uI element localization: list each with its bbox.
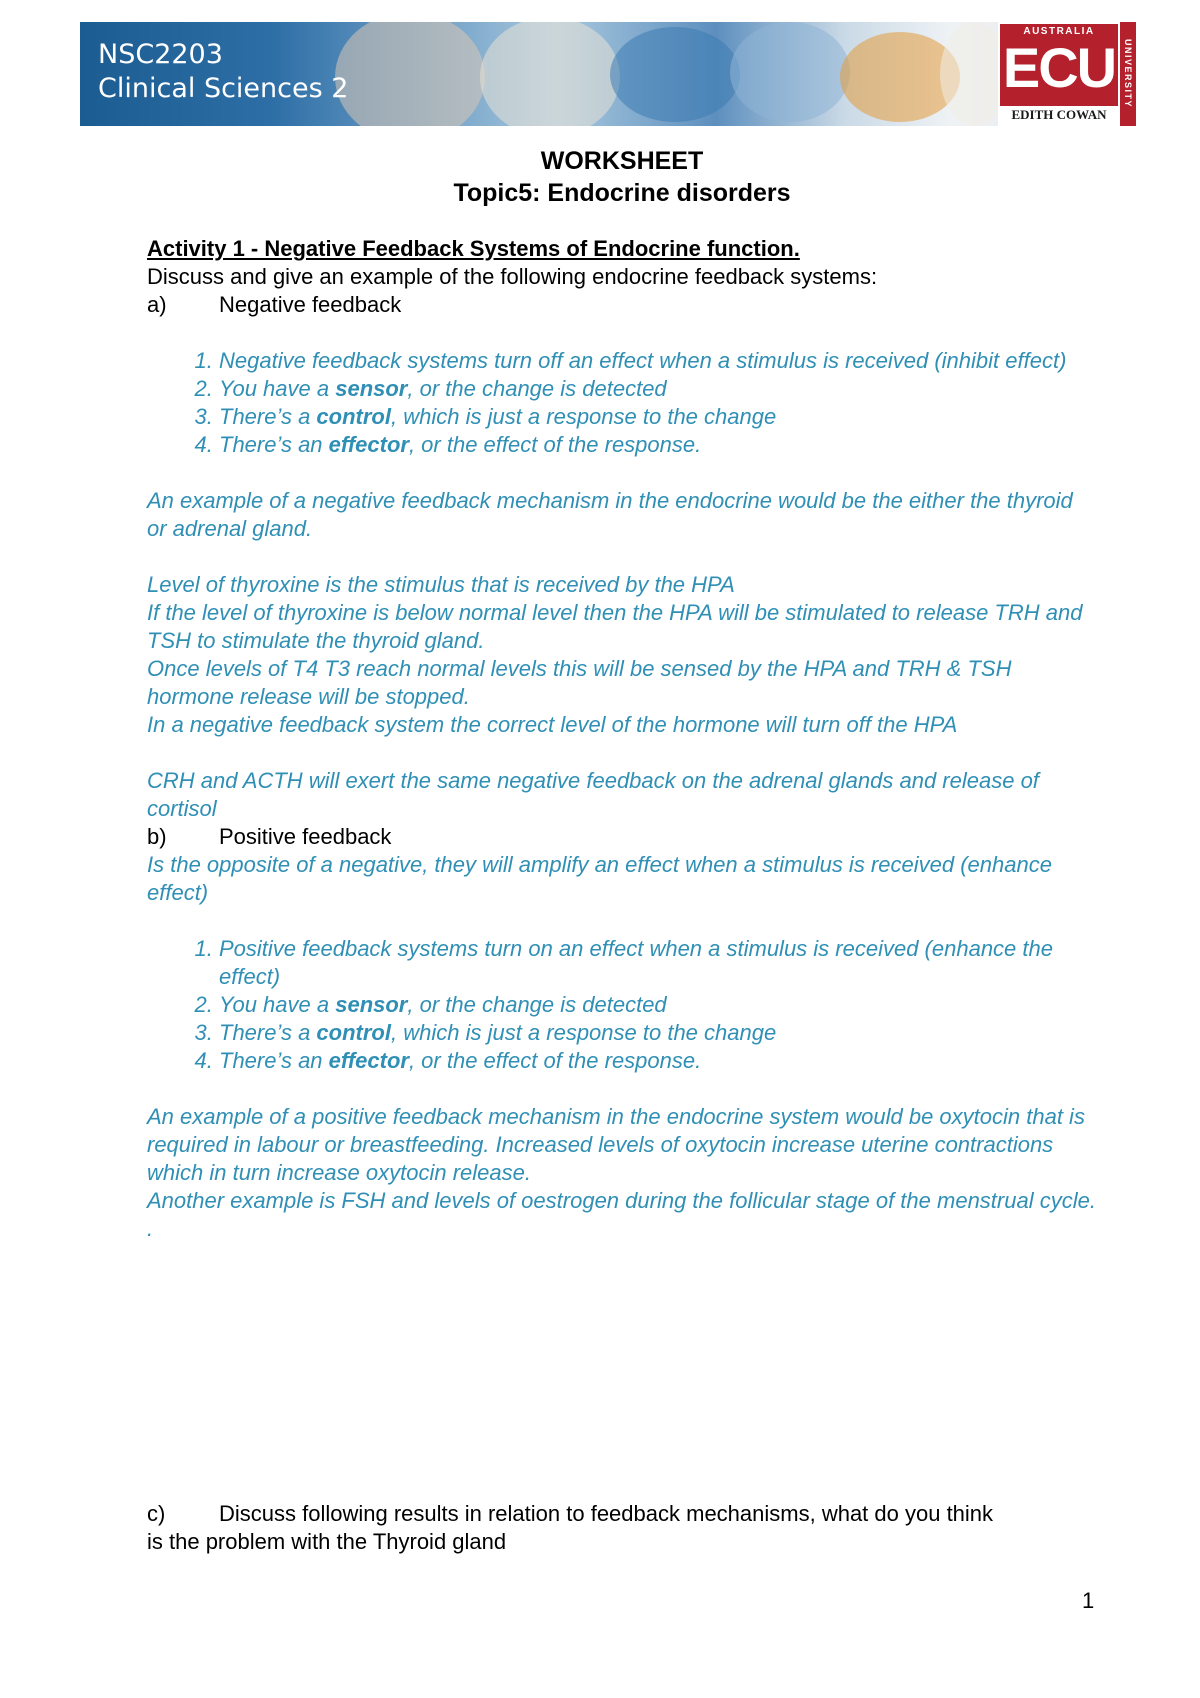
logo-edith-cowan-text: EDITH COWAN bbox=[1000, 106, 1118, 124]
course-banner bbox=[80, 22, 1140, 126]
part-c-label: c) bbox=[147, 1501, 166, 1526]
part-a-question bbox=[147, 291, 1097, 319]
list-item: 4. There’s an effector, or the effect of the response. bbox=[219, 431, 1097, 459]
logo-ecu-text: ECU bbox=[1002, 36, 1116, 99]
answer-paragraph: Once levels of T4 T3 reach normal levels this will be sensed by the HPA and TRH & TSH hormone release will be stopped. bbox=[147, 656, 1012, 709]
list-item: 2. You have a sensor, or the change is detected bbox=[219, 375, 1097, 403]
course-name: Clinical Sciences 2 bbox=[98, 73, 349, 104]
nurse-photo bbox=[335, 22, 485, 126]
part-b-text: Positive feedback bbox=[219, 824, 392, 849]
activity-instruction: Discuss and give an example of the following endocrine feedback systems: bbox=[147, 264, 878, 289]
part-a-text: Negative feedback bbox=[219, 292, 402, 317]
logo-university-text: UNIVERSITY bbox=[1120, 22, 1136, 126]
part-c-section bbox=[147, 1500, 1097, 1556]
list-item: 3. There’s a control, which is just a response to the change bbox=[219, 403, 1097, 431]
answer-paragraph: If the level of thyroxine is below normal level then the HPA will be stimulated to release TRH and TSH to stimulate the thyroid gland. bbox=[147, 600, 1083, 653]
part-a-label: a) bbox=[147, 292, 167, 317]
part-c-text-continued: is the problem with the Thyroid gland bbox=[147, 1529, 507, 1554]
list-item: 1. Negative feedback systems turn off an effect when a stimulus is received (inhibit effect) bbox=[219, 347, 1097, 375]
part-c-text: Discuss following results in relation to feedback mechanisms, what do you think bbox=[219, 1501, 994, 1526]
answer-paragraph: CRH and ACTH will exert the same negative feedback on the adrenal glands and release of cortisol bbox=[147, 768, 1039, 821]
ecu-logo bbox=[998, 22, 1140, 126]
list-item: 3. There’s a control, which is just a response to the change bbox=[219, 1019, 1097, 1047]
list-item: 2. You have a sensor, or the change is detected bbox=[219, 991, 1097, 1019]
part-b-question bbox=[147, 823, 1097, 851]
activity-heading: Activity 1 - Negative Feedback Systems of Endocrine function. bbox=[147, 236, 800, 261]
page-subtitle: Topic5: Endocrine disorders bbox=[453, 179, 791, 207]
answer-paragraph: Level of thyroxine is the stimulus that is received by the HPA bbox=[147, 572, 735, 597]
positive-example: An example of a positive feedback mechanism in the endocrine system would be oxytocin that is required in labour or breastfeeding. Increased levels of oxytocin increase uterine contractions which in turn increase oxytocin release. bbox=[147, 1104, 1085, 1185]
skeleton-photo bbox=[480, 22, 620, 126]
positive-feedback-list bbox=[147, 935, 1097, 1075]
page-number: 1 bbox=[1082, 1588, 1095, 1613]
logo-australia-text: AUSTRALIA bbox=[1023, 26, 1095, 37]
positive-example-2: Another example is FSH and levels of oestrogen during the follicular stage of the menstrual cycle. . bbox=[147, 1188, 1096, 1241]
brain-photo bbox=[730, 22, 850, 122]
course-code: NSC2203 bbox=[98, 39, 223, 70]
course-title bbox=[98, 38, 348, 106]
answer-paragraph: In a negative feedback system the correct level of the hormone will turn off the HPA bbox=[147, 712, 958, 737]
list-item: 1. Positive feedback systems turn on an effect when a stimulus is received (enhance the effect) bbox=[219, 935, 1097, 991]
molecule-photo bbox=[610, 27, 740, 122]
part-c-question bbox=[147, 1500, 1097, 1528]
negative-example: An example of a negative feedback mechanism in the endocrine would be the either the thyroid or adrenal gland. bbox=[147, 488, 1073, 541]
page-title: WORKSHEET bbox=[540, 147, 704, 175]
positive-intro: Is the opposite of a negative, they will amplify an effect when a stimulus is received (enhance effect) bbox=[147, 852, 1052, 905]
worksheet-content bbox=[147, 145, 1097, 1243]
list-item: 4. There’s an effector, or the effect of the response. bbox=[219, 1047, 1097, 1075]
part-b-label: b) bbox=[147, 824, 167, 849]
ecu-logo-block bbox=[1000, 24, 1118, 124]
negative-feedback-list bbox=[147, 347, 1097, 459]
